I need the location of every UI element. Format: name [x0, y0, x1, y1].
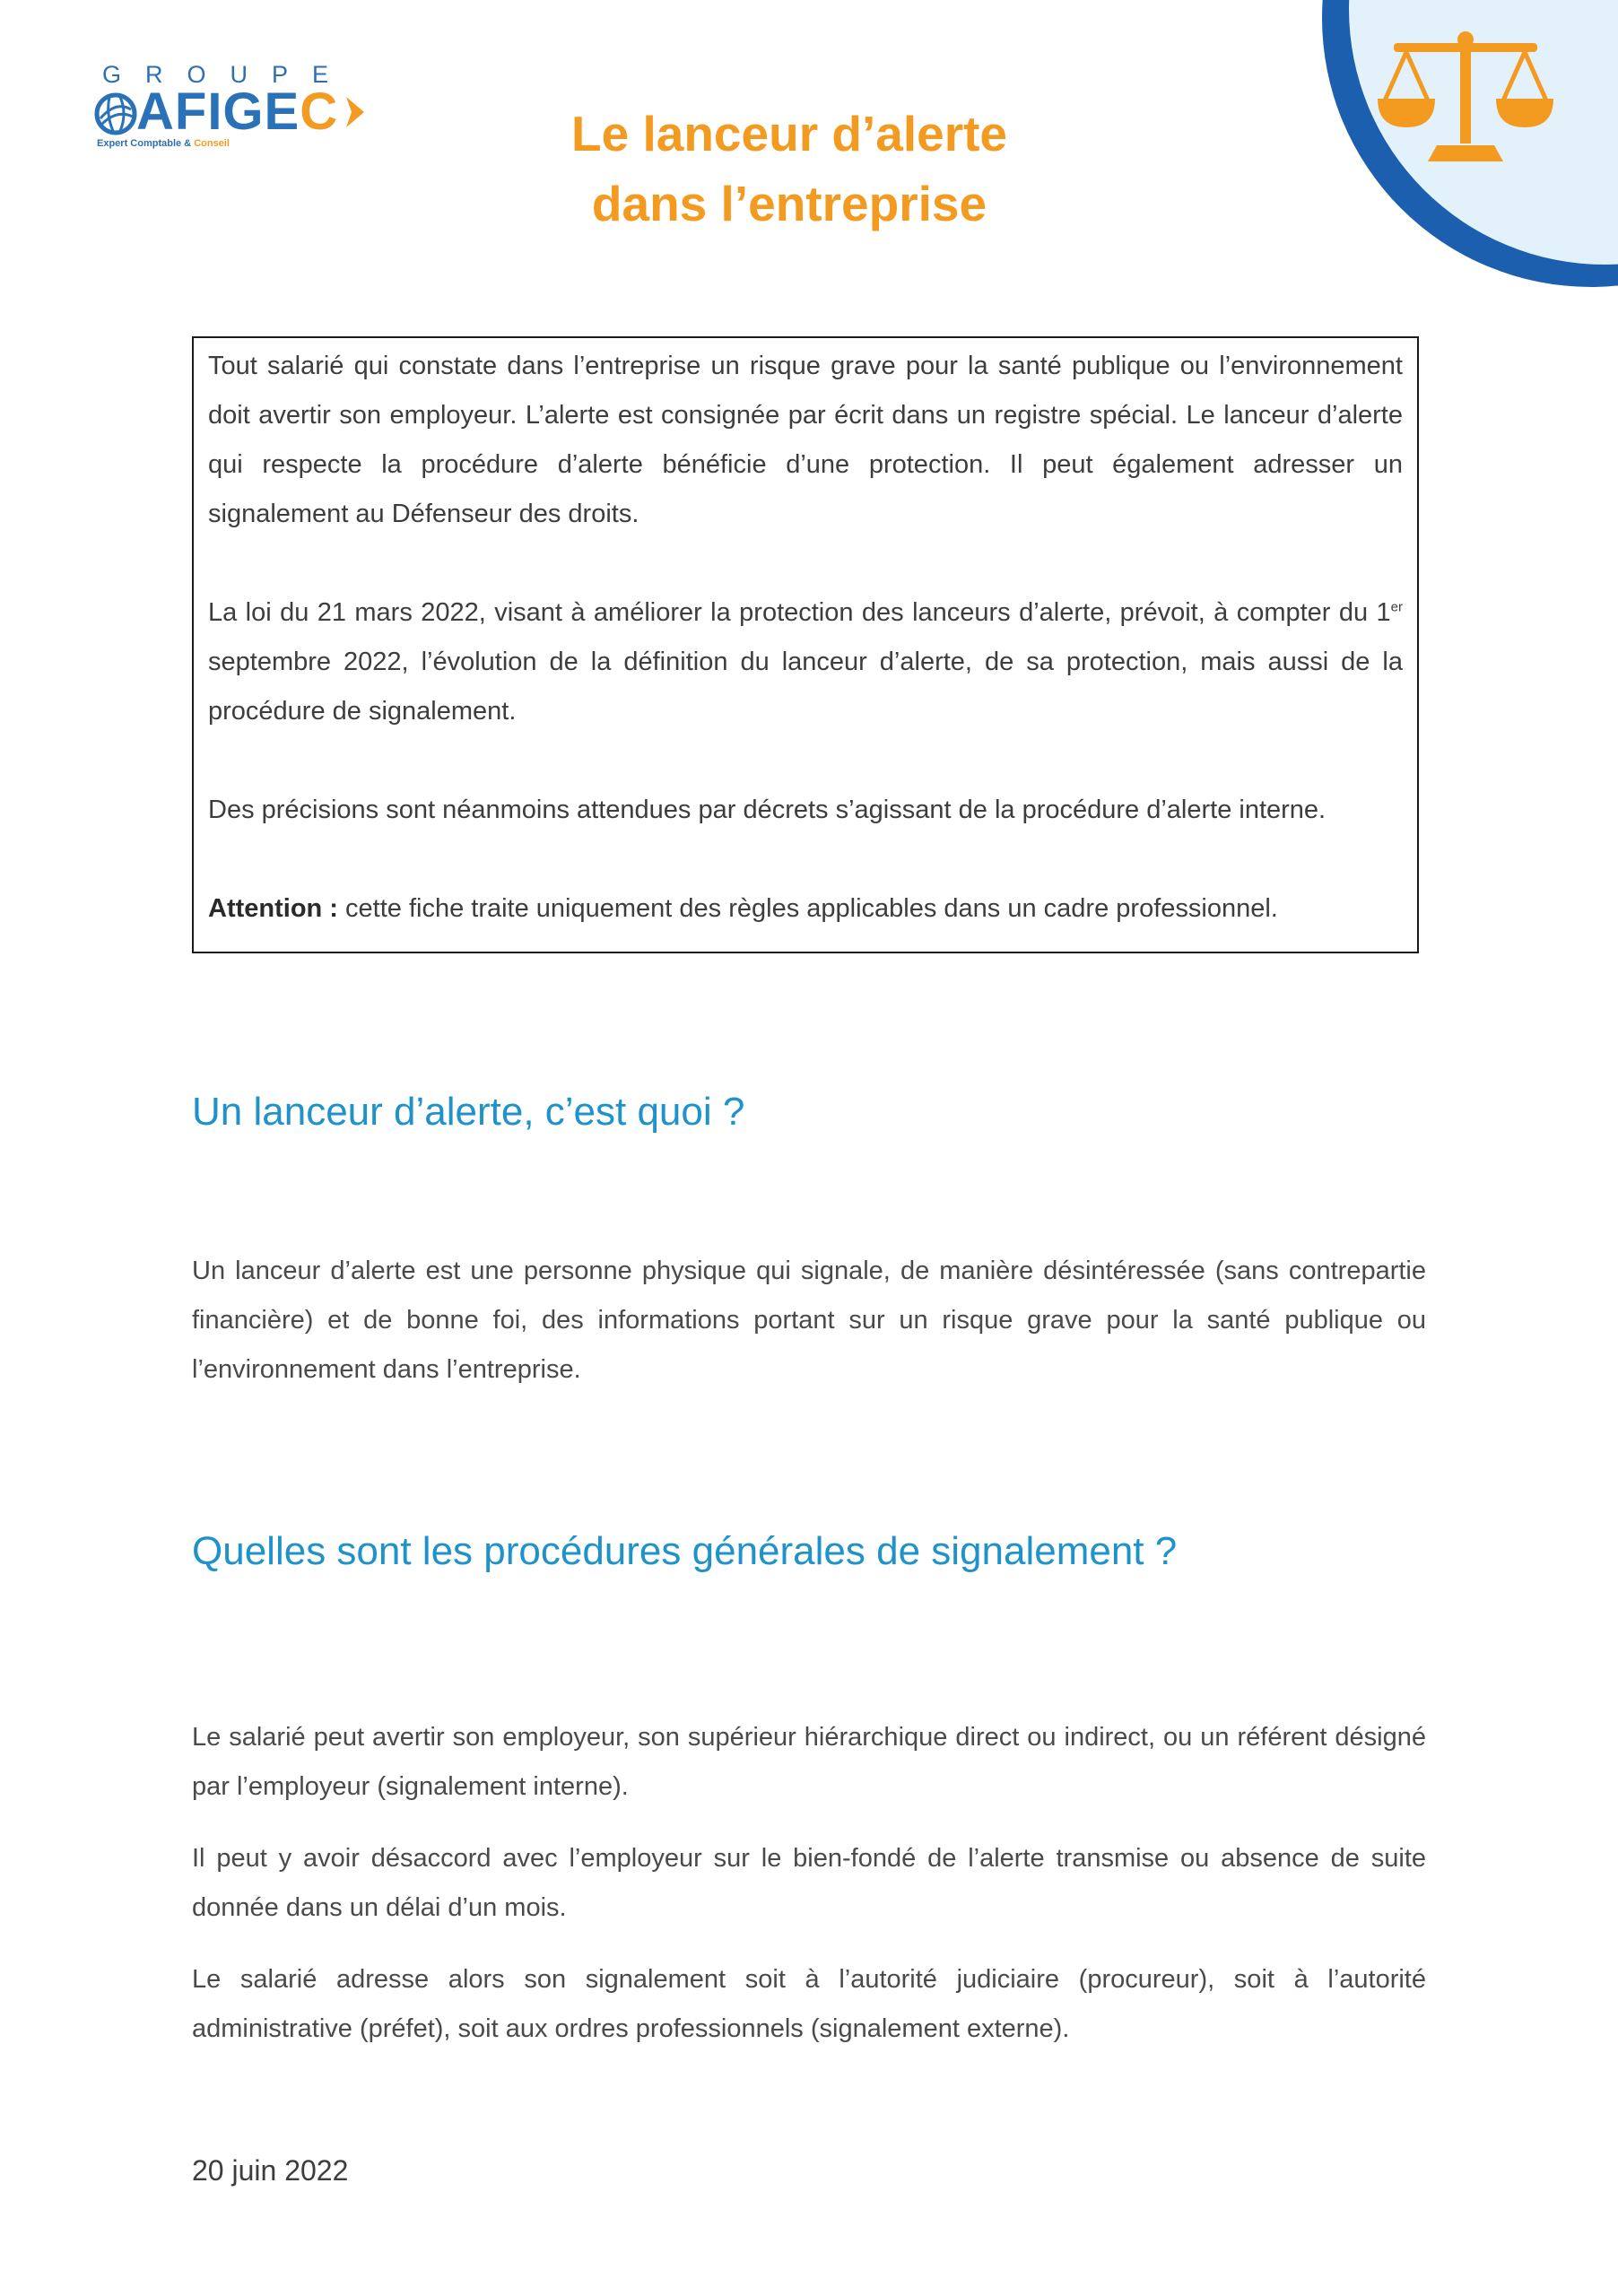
- document-date: 20 juin 2022: [192, 2154, 349, 2187]
- page-title: [466, 99, 1112, 239]
- intro-paragraph-2: [208, 588, 1403, 736]
- logo-subtitle-orange: Conseil: [194, 138, 230, 149]
- intro-box: [192, 336, 1419, 953]
- attention-text: cette fiche traite uniquement des règles applicables dans un cadre professionnel.: [337, 894, 1278, 923]
- intro-paragraph-1: Tout salarié qui constate dans l’entreprise un risque grave pour la santé publique ou l’environnement doit avertir son employeur. L’alerte est consignée par écrit dans un registre spécial. Le lanceur d’alerte qui respecte la procédure d’alerte bénéficie d’une protection. Il peut également adresser un signalement au Défenseur des droits.: [208, 352, 1403, 528]
- intro-paragraph-4: [208, 884, 1403, 934]
- definition-paragraph: Un lanceur d’alerte est une personne physique qui signale, de manière désintéressée (sans contrepartie financière) et de bonne foi, des informations portant sur un risque grave pour la santé publique ou l’environnement dans l’entreprise.: [192, 1257, 1426, 1384]
- logo-name-blue: AFIGE: [136, 83, 300, 141]
- logo-wordmark: [136, 83, 339, 141]
- procedures-paragraph-2: Il peut y avoir désaccord avec l’employeur sur le bien-fondé de l’alerte transmise ou absence de suite donnée dans un délai d’un mois.: [192, 1844, 1426, 1922]
- ordinal-superscript: er: [1390, 599, 1403, 615]
- procedures-paragraph-1: Le salarié peut avertir son employeur, son supérieur hiérarchique direct ou indirect, ou un référent désigné par l’employeur (signalement interne).: [192, 1723, 1426, 1801]
- globe-icon: [93, 91, 138, 136]
- logo-subtitle: [97, 138, 230, 149]
- company-logo: [93, 61, 362, 160]
- intro-paragraph-3: Des précisions sont néanmoins attendues par décrets s’agissant de la procédure d’alerte interne.: [208, 796, 1327, 824]
- section-heading-procedures: Quelles sont les procédures générales de signalement ?: [192, 1529, 1178, 1573]
- arrow-right-icon: [344, 97, 364, 127]
- corner-decoration: [1313, 0, 1618, 323]
- logo-subtitle-blue: Expert Comptable &: [97, 138, 195, 149]
- procedures-paragraph-3: Le salarié adresse alors son signalement soit à l’autorité judiciaire (procureur), soit à l’autorité administrative (préfet), soit aux ordres professionnels (signalement externe).: [192, 1965, 1426, 2043]
- page-title-line1: Le lanceur d’alerte: [570, 106, 1008, 161]
- logo-name-orange: C: [300, 83, 339, 141]
- intro-paragraph-2-end: septembre 2022, l’évolution de la définition du lanceur d’alerte, de sa protection, mais aussi de la procédure de signalement.: [208, 648, 1403, 726]
- intro-paragraph-2-start: La loi du 21 mars 2022, visant à améliorer la protection des lanceurs d’alerte, prévoit, à compter du 1: [208, 598, 1391, 627]
- logo-groupe-text: GROUPE: [102, 61, 353, 88]
- attention-label: Attention :: [208, 894, 338, 923]
- section-heading-definition: Un lanceur d’alerte, c’est quoi ?: [192, 1090, 745, 1134]
- page-title-line2: dans l’entreprise: [591, 176, 987, 231]
